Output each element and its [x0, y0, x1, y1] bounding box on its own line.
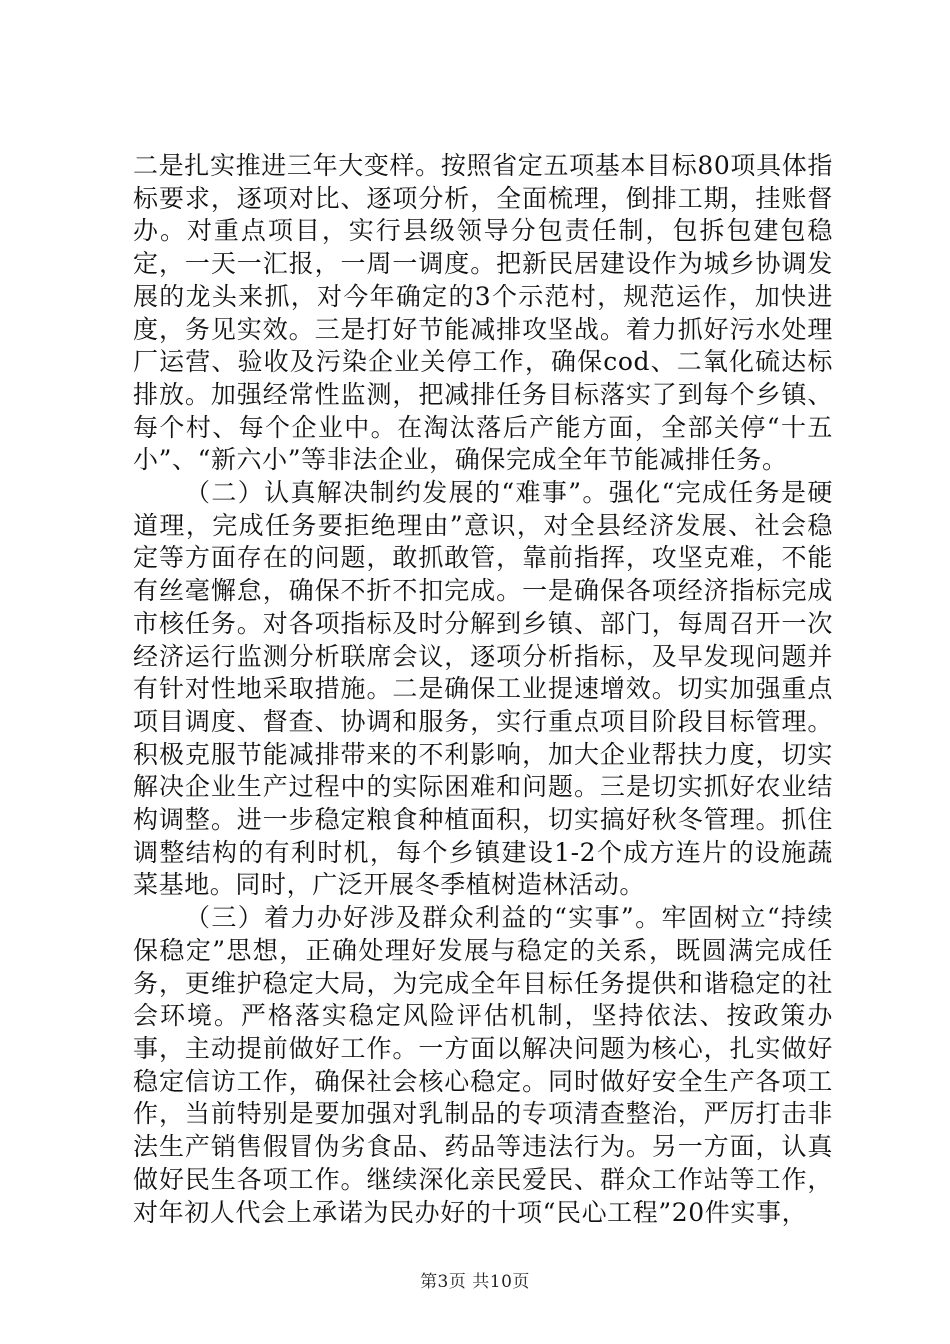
page-number-footer: 第3页 共10页: [420, 1272, 530, 1292]
paragraph-3: （三）着力办好涉及群众利益的“实事”。牢固树立“持续保稳定”思想，正确处理好发展与稳定的关系，既圆满完成任务，更维护稳定大局，为完成全年目标任务提供和谐稳定的社会环境。严格落实稳定风险评估机制，坚持依法、按政策办事，主动提前做好工作。一方面以解决问题为核心，扎实做好稳定信访工作，确保社会核心稳定。同时做好安全生产各项工作，当前特别是要加强对乳制品的专项清查整治，严厉打击非法生产销售假冒伪劣食品、药品等违法行为。另一方面，认真做好民生各项工作。继续深化亲民爱民、群众工作站等工作，对年初人代会上承诺为民办好的十项“民心工程”20件实事，: [133, 903, 833, 1227]
paragraph-2: （二）认真解决制约发展的“难事”。强化“完成任务是硬道理，完成任务要拒绝理由”意识，对全县经济发展、社会稳定等方面存在的问题，敢抓敢管，靠前指挥，攻坚克难，不能有丝毫懈怠，确保不折不扣完成。一是确保各项经济指标完成市核任务。对各项指标及时分解到乡镇、部门，每周召开一次经济运行监测分析联席会议，逐项分析指标，及早发现问题并有针对性地采取措施。二是确保工业提速增效。切实加强重点项目调度、督查、协调和服务，实行重点项目阶段目标管理。积极克服节能减排带来的不利影响，加大企业帮扶力度，切实解决企业生产过程中的实际困难和问题。三是切实抓好农业结构调整。进一步稳定粮食种植面积，切实搞好秋冬管理。抓住调整结构的有利时机，每个乡镇建设1-2个成方连片的设施蔬菜基地。同时，广泛开展冬季植树造林活动。: [133, 478, 833, 900]
document-body: [133, 150, 833, 1229]
paragraph-1: 二是扎实推进三年大变样。按照省定五项基本目标80项具体指标要求，逐项对比、逐项分析，全面梳理，倒排工期，挂账督办。对重点项目，实行县级领导分包责任制，包拆包建包稳定，一天一汇报，一周一调度。把新民居建设作为城乡协调发展的龙头来抓，对今年确定的3个示范村，规范运作，加快进度，务见实效。三是打好节能减排攻坚战。着力抓好污水处理厂运营、验收及污染企业关停工作，确保cod、二氧化硫达标排放。加强经常性监测，把减排任务目标落实了到每个乡镇、每个村、每个企业中。在淘汰落后产能方面，全部关停“十五小”、“新六小”等非法企业，确保完成全年节能减排任务。: [133, 151, 833, 475]
